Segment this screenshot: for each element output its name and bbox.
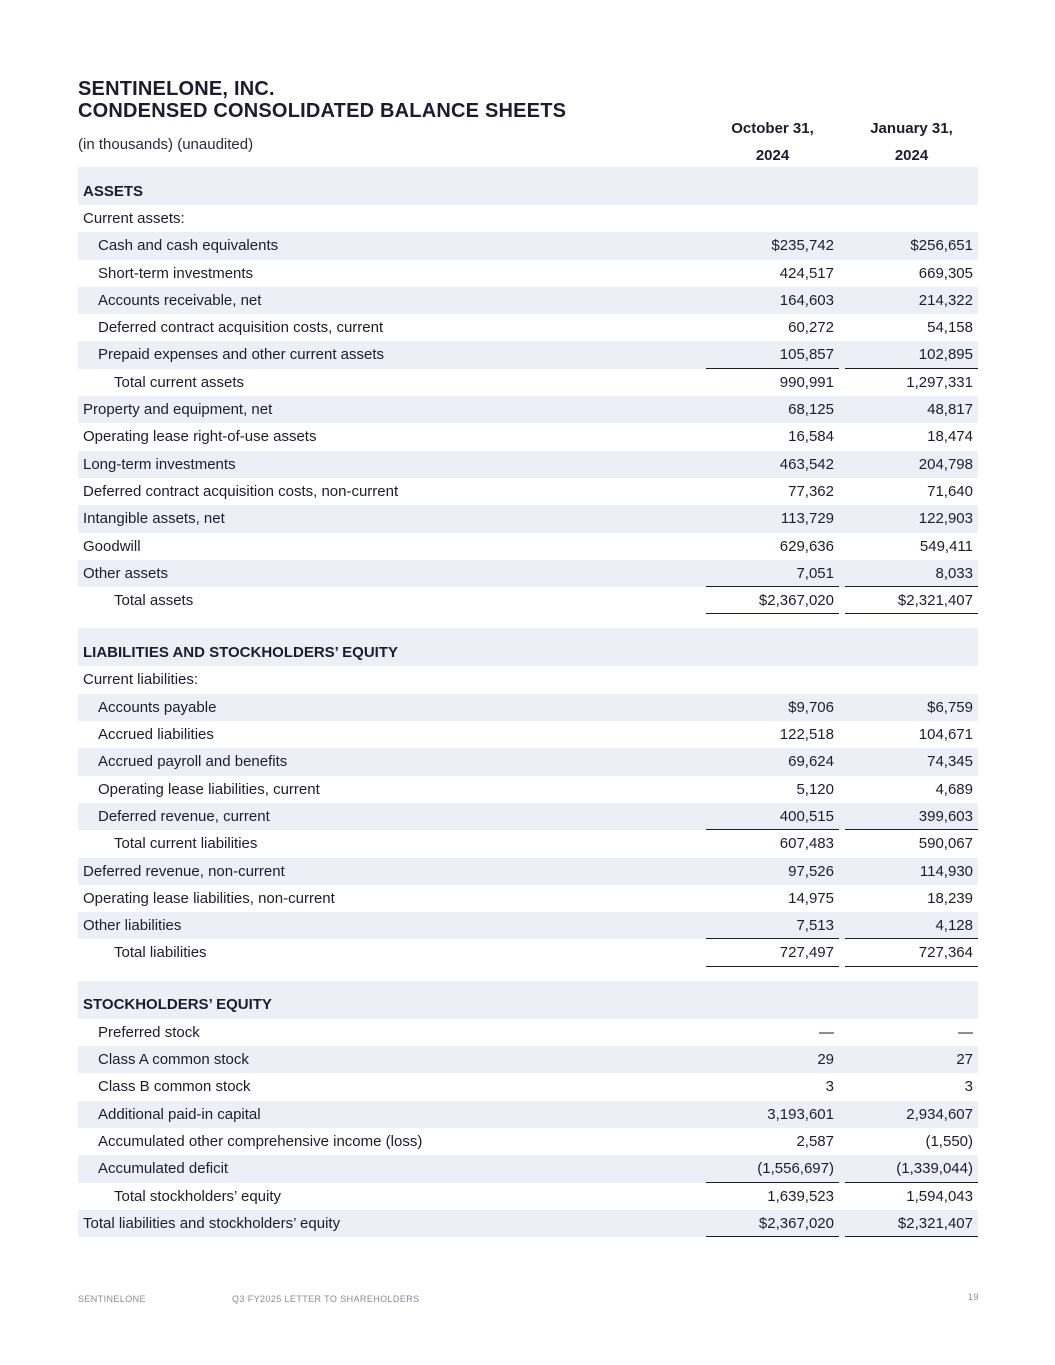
value-january-2024: 214,322 bbox=[918, 291, 973, 309]
row-label: Additional paid-in capital bbox=[98, 1105, 261, 1123]
table-row bbox=[78, 232, 978, 259]
value-october-2024: 727,497 bbox=[779, 944, 834, 962]
table-row bbox=[78, 369, 978, 396]
table-row bbox=[78, 451, 978, 478]
row-label: Accounts receivable, net bbox=[98, 291, 262, 309]
value-october-2024: 29 bbox=[817, 1051, 834, 1069]
row-label: Intangible assets, net bbox=[83, 510, 225, 528]
value-october-2024: $2,367,020 bbox=[758, 592, 834, 610]
table-row bbox=[78, 748, 978, 775]
column-header-october-year: 2024 bbox=[755, 147, 790, 164]
table-row bbox=[78, 505, 978, 532]
row-label: Deferred contract acquisition costs, current bbox=[98, 319, 384, 337]
value-october-2024: $9,706 bbox=[788, 698, 834, 716]
table-row bbox=[78, 260, 978, 287]
section-header-row bbox=[78, 167, 978, 205]
row-label: Deferred revenue, non-current bbox=[83, 862, 285, 880]
value-october-2024: 424,517 bbox=[779, 264, 834, 282]
value-january-2024: 18,239 bbox=[927, 889, 973, 907]
table-row bbox=[78, 1073, 978, 1100]
value-january-2024: 104,671 bbox=[918, 726, 973, 744]
table-row bbox=[78, 858, 978, 885]
value-october-2024: 16,584 bbox=[788, 428, 834, 446]
value-january-2024: $2,321,407 bbox=[897, 1214, 973, 1232]
value-january-2024: $2,321,407 bbox=[897, 592, 973, 610]
value-january-2024: 1,594,043 bbox=[906, 1187, 973, 1205]
value-october-2024: (1,556,697) bbox=[757, 1160, 834, 1178]
row-label: Deferred contract acquisition costs, non-current bbox=[83, 482, 399, 500]
value-january-2024: 122,903 bbox=[918, 510, 973, 528]
row-label: Deferred revenue, current bbox=[98, 807, 270, 825]
value-october-2024: 3,193,601 bbox=[767, 1105, 834, 1123]
row-label: Current liabilities: bbox=[83, 671, 199, 689]
value-october-2024: 164,603 bbox=[779, 291, 834, 309]
row-label: ASSETS bbox=[83, 182, 144, 200]
value-january-2024: 399,603 bbox=[918, 807, 973, 825]
value-october-2024: 1,639,523 bbox=[767, 1187, 834, 1205]
row-label: Accrued liabilities bbox=[98, 726, 214, 744]
value-october-2024: 463,542 bbox=[779, 455, 834, 473]
spacer-row bbox=[78, 967, 978, 981]
row-label: Operating lease liabilities, current bbox=[98, 780, 320, 798]
row-label: Cash and cash equivalents bbox=[98, 237, 279, 255]
table-row bbox=[78, 666, 978, 693]
section-header-row bbox=[78, 628, 978, 666]
value-october-2024: 14,975 bbox=[788, 889, 834, 907]
value-october-2024: 2,587 bbox=[796, 1132, 834, 1150]
table-row bbox=[78, 1019, 978, 1046]
company-name: SENTINELONE, INC. bbox=[78, 78, 275, 100]
value-october-2024: 400,515 bbox=[779, 807, 834, 825]
units-note: (in thousands) (unaudited) bbox=[78, 136, 254, 153]
row-label: Preferred stock bbox=[98, 1023, 200, 1041]
row-label: Other assets bbox=[83, 564, 169, 582]
table-row bbox=[78, 341, 978, 368]
table-row bbox=[78, 533, 978, 560]
value-january-2024: $6,759 bbox=[927, 698, 973, 716]
column-header-october-month: October 31, bbox=[731, 120, 814, 137]
section-header-row bbox=[78, 981, 978, 1019]
value-january-2024: 114,930 bbox=[919, 862, 973, 880]
table-row bbox=[78, 1128, 978, 1155]
value-october-2024: 607,483 bbox=[779, 835, 834, 853]
column-header-october bbox=[706, 115, 839, 169]
value-january-2024: — bbox=[958, 1023, 973, 1041]
row-label: Total liabilities and stockholders’ equity bbox=[83, 1214, 341, 1232]
table-row bbox=[78, 560, 978, 587]
value-january-2024: 71,640 bbox=[927, 482, 973, 500]
row-label: Class A common stock bbox=[98, 1051, 249, 1069]
table-row bbox=[78, 314, 978, 341]
row-label: Class B common stock bbox=[98, 1078, 251, 1096]
row-label: Operating lease right-of-use assets bbox=[83, 428, 317, 446]
row-label: Accumulated deficit bbox=[98, 1160, 229, 1178]
value-january-2024: 18,474 bbox=[927, 428, 973, 446]
row-label: Short-term investments bbox=[98, 264, 254, 282]
table-row bbox=[78, 205, 978, 232]
column-header-january-month: January 31, bbox=[870, 120, 953, 137]
row-label: Total current liabilities bbox=[114, 835, 258, 853]
value-october-2024: 5,120 bbox=[796, 780, 834, 798]
value-january-2024: 590,067 bbox=[918, 835, 973, 853]
table-row bbox=[78, 939, 978, 966]
value-january-2024: 4,128 bbox=[935, 917, 973, 935]
table-row bbox=[78, 396, 978, 423]
value-october-2024: 7,513 bbox=[796, 917, 834, 935]
table-row bbox=[78, 1101, 978, 1128]
table-row bbox=[78, 423, 978, 450]
value-january-2024: 54,158 bbox=[927, 319, 973, 337]
table-row bbox=[78, 1210, 978, 1237]
statement-title: CONDENSED CONSOLIDATED BALANCE SHEETS bbox=[78, 100, 567, 122]
table-row bbox=[78, 478, 978, 505]
value-october-2024: 122,518 bbox=[779, 726, 834, 744]
table-row bbox=[78, 694, 978, 721]
total-rule bbox=[845, 1236, 978, 1237]
value-january-2024: $256,651 bbox=[910, 237, 973, 255]
row-label: Other liabilities bbox=[83, 917, 182, 935]
value-october-2024: 629,636 bbox=[779, 537, 834, 555]
table-row bbox=[78, 587, 978, 614]
value-october-2024: $2,367,020 bbox=[758, 1214, 834, 1232]
balance-sheet-table bbox=[78, 167, 978, 1237]
value-january-2024: 48,817 bbox=[927, 401, 973, 419]
value-october-2024: 77,362 bbox=[788, 482, 834, 500]
row-label: Prepaid expenses and other current assets bbox=[98, 346, 385, 364]
table-row bbox=[78, 912, 978, 939]
value-january-2024: 727,364 bbox=[918, 944, 973, 962]
footer-document: Q3 FY2025 LETTER TO SHAREHOLDERS bbox=[232, 1294, 420, 1304]
value-october-2024: 69,624 bbox=[788, 753, 834, 771]
row-label: Accrued payroll and benefits bbox=[98, 753, 288, 771]
value-january-2024: 2,934,607 bbox=[906, 1105, 973, 1123]
table-row bbox=[78, 1155, 978, 1182]
value-january-2024: 102,895 bbox=[918, 346, 973, 364]
row-label: Property and equipment, net bbox=[83, 401, 273, 419]
table-row bbox=[78, 776, 978, 803]
value-january-2024: 4,689 bbox=[935, 780, 973, 798]
table-row bbox=[78, 830, 978, 857]
row-label: Total stockholders’ equity bbox=[114, 1187, 282, 1205]
table-row bbox=[78, 885, 978, 912]
table-row bbox=[78, 1046, 978, 1073]
value-october-2024: — bbox=[819, 1023, 834, 1041]
row-label: Accounts payable bbox=[98, 698, 217, 716]
value-january-2024: 27 bbox=[956, 1051, 973, 1069]
row-label: Total liabilities bbox=[114, 944, 207, 962]
value-october-2024: 105,857 bbox=[779, 346, 834, 364]
page-number: 19 bbox=[968, 1292, 979, 1302]
total-rule bbox=[706, 1236, 839, 1237]
value-january-2024: 8,033 bbox=[935, 564, 973, 582]
value-october-2024: 7,051 bbox=[796, 564, 834, 582]
value-january-2024: (1,339,044) bbox=[896, 1160, 973, 1178]
table-row bbox=[78, 287, 978, 314]
value-january-2024: 204,798 bbox=[918, 455, 973, 473]
row-label: Total current assets bbox=[114, 373, 245, 391]
row-label: LIABILITIES AND STOCKHOLDERS’ EQUITY bbox=[83, 644, 399, 662]
row-label: Accumulated other comprehensive income (loss) bbox=[98, 1132, 423, 1150]
row-label: Long-term investments bbox=[83, 455, 236, 473]
spacer-row bbox=[78, 614, 978, 628]
value-january-2024: 74,345 bbox=[927, 753, 973, 771]
row-label: STOCKHOLDERS’ EQUITY bbox=[83, 996, 272, 1014]
value-january-2024: 549,411 bbox=[919, 537, 973, 555]
row-label: Operating lease liabilities, non-current bbox=[83, 889, 335, 907]
value-october-2024: 3 bbox=[825, 1078, 834, 1096]
footer-brand: SENTINELONE bbox=[78, 1294, 146, 1304]
value-october-2024: 68,125 bbox=[788, 401, 834, 419]
row-label: Total assets bbox=[114, 592, 194, 610]
value-october-2024: 60,272 bbox=[788, 319, 834, 337]
column-header-january bbox=[845, 115, 978, 169]
value-october-2024: 97,526 bbox=[788, 862, 834, 880]
value-january-2024: 3 bbox=[964, 1078, 973, 1096]
table-row bbox=[78, 721, 978, 748]
row-label: Goodwill bbox=[83, 537, 141, 555]
table-row bbox=[78, 803, 978, 830]
value-october-2024: 990,991 bbox=[779, 373, 834, 391]
value-january-2024: (1,550) bbox=[925, 1132, 973, 1150]
table-row bbox=[78, 1183, 978, 1210]
row-label: Current assets: bbox=[83, 210, 185, 227]
value-october-2024: $235,742 bbox=[771, 237, 834, 255]
column-header-january-year: 2024 bbox=[894, 147, 929, 164]
value-january-2024: 1,297,331 bbox=[906, 373, 973, 391]
value-january-2024: 669,305 bbox=[918, 264, 973, 282]
value-october-2024: 113,729 bbox=[780, 510, 834, 528]
